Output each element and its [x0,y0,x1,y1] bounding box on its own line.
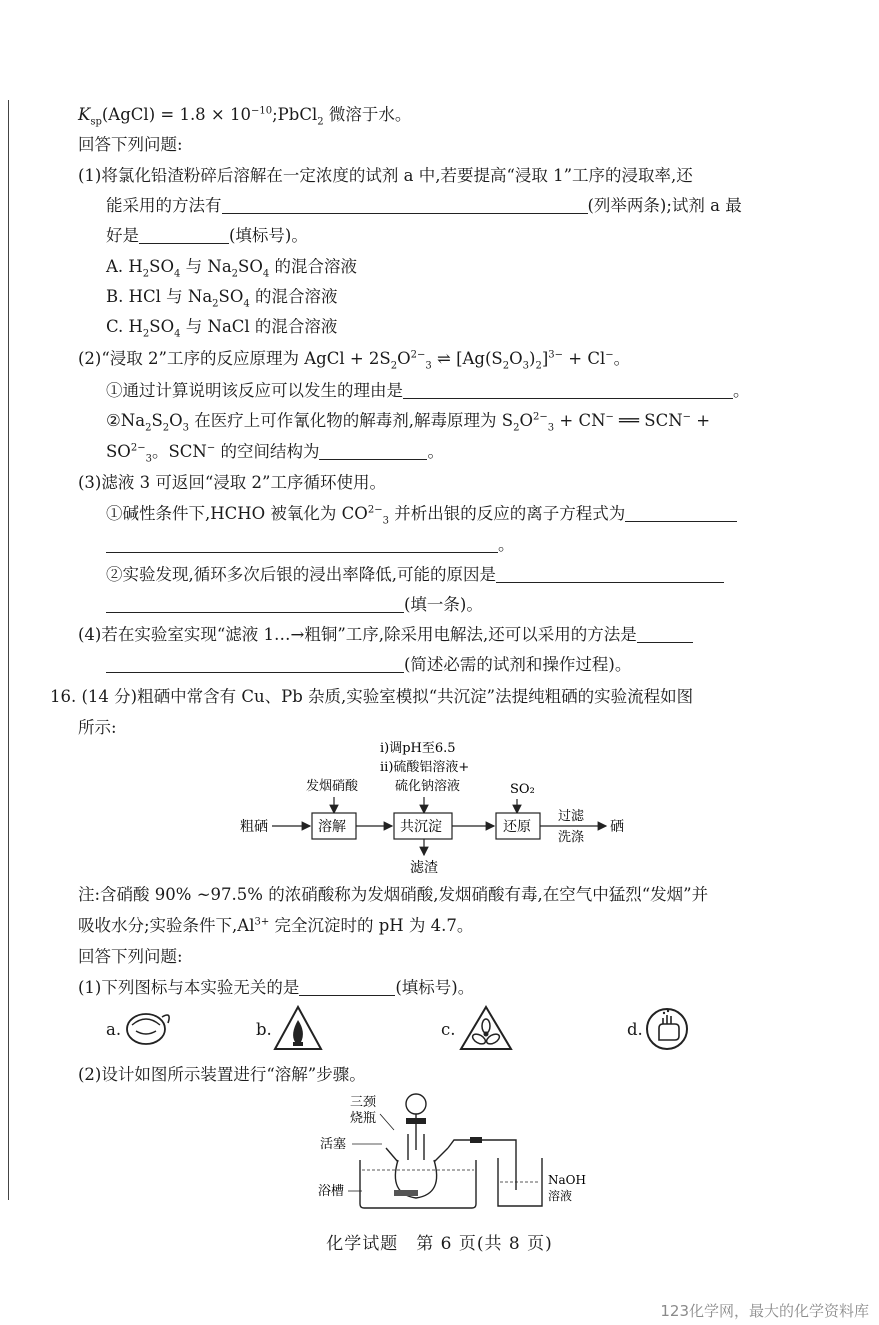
icon-a-label: a. [106,1020,122,1039]
q16-line2: 所示: [78,718,117,737]
icon-d-label: d. [627,1020,643,1039]
q2-line1: (2)“浸取 2”工序的反应原理为 AgCl + $2S_2O^{2-}_3$ ⇌ $[Ag(S_2O_3)_2]^{3-} + Cl^-$。 [78,349,631,372]
q1-line2: 能采用的方法有 (列举两条);试剂 a 最 [106,196,742,215]
flow-box2-label: 共沉淀 [400,819,442,835]
answer-blank[interactable] [106,536,498,553]
flow-box3-label: 还原 [503,819,531,835]
open-flame-icon [272,1004,324,1052]
answer-blank[interactable] [625,505,737,522]
q3-sub1-cont: 。 [106,534,515,556]
flow-product: 硒 [610,819,624,835]
gas-tube [448,1140,516,1190]
flow-reagent-dissolve: 发烟硝酸 [306,779,359,794]
flow-step-top: 过滤 [558,809,585,824]
q16-line1: 16. (14 分)粗硒中常含有 Cu、Pb 杂质,实验室模拟“共沉淀”法提纯粗硒的实验流程如图 [50,687,694,706]
label-naoh1: NaOH [548,1173,586,1187]
watermark: 123化学网，最大的化学资料库 [660,1302,869,1320]
wash-hands-icon [645,1006,691,1052]
pointer-line [380,1114,394,1130]
label-flask2: 烧瓶 [350,1111,377,1126]
q3-sub2-cont: (填一条)。 [106,594,483,616]
q2-sub2: $②Na_2S_2O_3$ 在医疗上可作氰化物的解毒剂,解毒原理为 $S_2O^{2-}_3 + CN^-$ ══ SCN− + [106,411,711,434]
answer-blank[interactable] [106,656,404,673]
icon-c-label: c. [441,1020,456,1039]
label-stopcock: 活塞 [320,1137,347,1152]
answer-blank[interactable] [637,626,693,643]
q16-sq1: (1)下列图标与本实验无关的是 (填标号)。 [78,978,475,997]
flow-reagent-reduce: SO₂ [510,782,535,797]
answer-blank[interactable] [106,596,404,613]
q2-sub2-cont: $SO^{2-}_3$。SCN− 的空间结构为 。 [106,442,444,465]
funnel-stopcock [406,1118,426,1124]
flow-cond1: ⅰ)调pH至6.5 [380,741,456,756]
flow-step-bottom: 洗涤 [558,830,585,845]
flow-box1-label: 溶解 [318,819,346,835]
margin-rule [8,100,9,1200]
ksp-line: $K_{sp}(AgCl) = 1.8$ × $10^{-10};PbCl_2$ 微溶于水。 [78,105,412,128]
q16-sq2: (2)设计如图所示装置进行“溶解”步骤。 [78,1065,366,1084]
process-flow-chart [232,735,632,880]
tube-clamp [470,1137,482,1143]
apparatus-diagram [302,1090,592,1212]
water-bath [360,1160,476,1208]
q3-sub1: ①碱性条件下,HCHO 被氧化为 $CO^{2-}_3$ 并析出银的反应的离子方程式为 [106,503,737,525]
q4-line1: (4)若在实验室实现“滤液 1…→粗铜”工序,除采用电解法,还可以采用的方法是 [78,624,693,646]
q3-sub2: ②实验发现,循环多次后银的浸出率降低,可能的原因是 [106,564,724,586]
answer-blank[interactable] [139,227,229,244]
ventilation-icon [458,1004,514,1052]
flow-start: 粗硒 [240,819,268,835]
q16-note2: 吸收水分;实验条件下$,Al^{3+}$ 完全沉淀时的 pH 为 4.7。 [78,916,474,935]
flow-residue: 滤渣 [410,860,438,876]
q1-option-a: A. $H_2SO_4$ 与 $Na_2SO_4$ 的混合溶液 [106,257,357,280]
stir-bar [394,1190,418,1196]
answer-blank[interactable] [299,979,395,996]
flow-cond2: ⅱ)硫酸铝溶液+ [380,760,470,775]
q16-note1: 注:含硝酸 90% ~97.5% 的浓硝酸称为发烟硝酸,发烟硝酸有毒,在空气中猛烈“发烟”并 [78,885,709,904]
label-naoh2: 溶液 [548,1189,573,1203]
q3-line1: (3)滤液 3 可返回“浸取 2”工序循环使用。 [78,473,386,492]
icon-b-label: b. [256,1020,272,1039]
q1-line3: 好是 (填标号)。 [106,226,308,245]
q1-option-b: B. HCl 与 $Na_2SO_4$ 的混合溶液 [106,287,338,310]
answer-blank[interactable] [319,443,427,460]
q1-line1: (1)将氯化铅渣粉碎后溶解在一定浓度的试剂 a 中,若要提高“浸取 1”工序的浸取率,还 [78,166,693,185]
q4-line2: (简述必需的试剂和操作过程)。 [106,654,631,676]
dropping-funnel [406,1094,426,1114]
answer-prompt: 回答下列问题: [78,135,183,154]
answer-blank[interactable] [403,382,733,399]
q1-option-c: C. $H_2SO_4$ 与 NaCl 的混合溶液 [106,317,338,340]
label-bath: 浴槽 [318,1184,345,1199]
label-flask1: 三颈 [350,1095,377,1110]
page-footer: 化学试题 第 6 页(共 8 页) [326,1234,553,1254]
q2-sub1: ①通过计算说明该反应可以发生的理由是 。 [106,381,750,400]
flow-cond3: 硫化钠溶液 [395,779,461,794]
q16-answer-prompt: 回答下列问题: [78,947,183,966]
hot-surface-icon [122,1007,174,1051]
answer-blank[interactable] [222,197,588,214]
answer-blank[interactable] [496,566,724,583]
